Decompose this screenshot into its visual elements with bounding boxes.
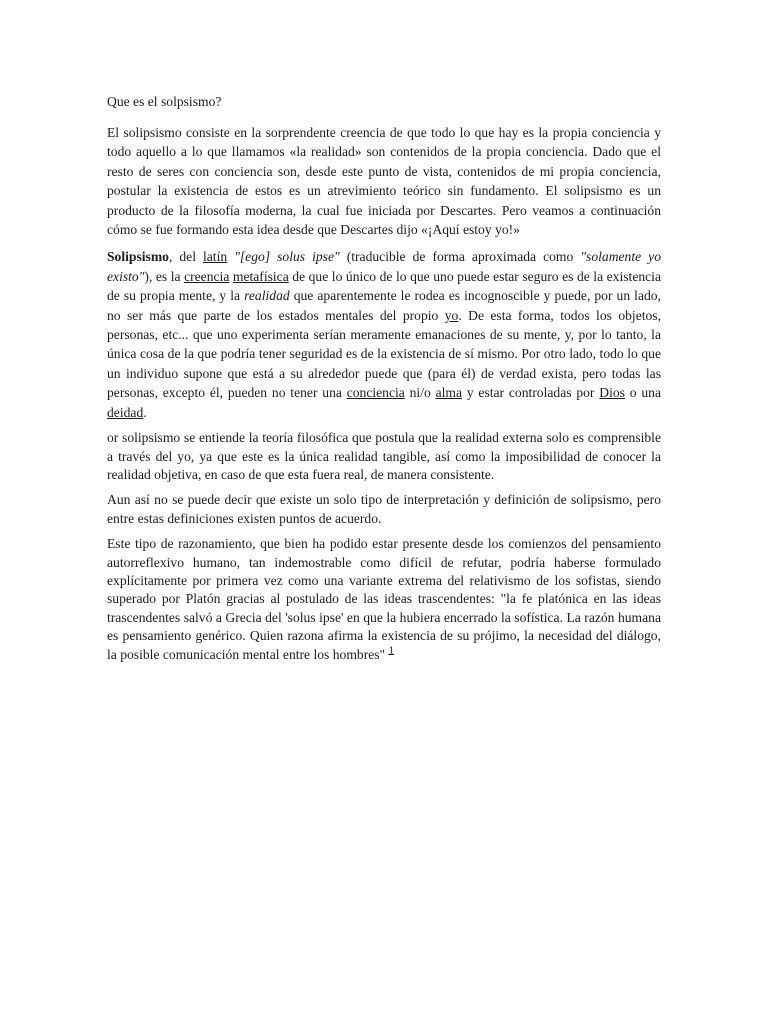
paragraph-definition	[107, 247, 661, 422]
paragraph-theory: or solipsismo se entiende la teoría filosófica que postula que la realidad externa solo es comprensible a través del yo, ya que este es la única realidad tangible, así como la imposibilidad de conocer la realidad objetiva, en caso de que esta fuera real, de manera consistente.	[107, 430, 661, 482]
term-solipsismo: Solipsismo	[107, 249, 169, 265]
footnote-link[interactable]: 1	[388, 644, 394, 657]
text-span: (traducible de forma aproximada como	[339, 249, 581, 265]
realidad-word: realidad	[244, 288, 290, 304]
document-title: Que es el solpsismo?	[107, 94, 222, 109]
text-span: que aparentemente le rodea es incognoscible y puede, por un lado, no ser más que parte de los estados mentales del propio	[107, 288, 661, 323]
link-deidad[interactable]: deidad	[107, 404, 144, 420]
text-span: de que lo único de lo que uno puede estar seguro es de la existencia de su propia mente, y la	[107, 268, 661, 304]
link-creencia[interactable]: creencia	[184, 268, 230, 284]
link-conciencia[interactable]: conciencia	[346, 385, 405, 401]
link-latin[interactable]: latín	[203, 249, 228, 265]
text-span: y estar controladas por	[462, 385, 600, 401]
link-dios[interactable]: Dios	[599, 385, 625, 401]
text-span: o una	[624, 385, 661, 401]
link-alma[interactable]: alma	[435, 385, 463, 401]
link-metafisica[interactable]: metafísica	[232, 268, 289, 284]
text-span: .	[143, 404, 147, 420]
latin-phrase: "[ego] solus ipse"	[234, 249, 340, 265]
paragraph-intro: El solipsismo consiste en la sorprendente creencia de que todo lo que hay es la propia conciencia y todo aquello a lo que llamamos «la realidad» son contenidos de la propia conciencia. Dado que el resto de seres con conciencia son, desde este punto de vista, contenidos de mi propia conciencia, postular la existencia de estos es un atrevimiento teórico sin fundamento. El solipsismo es un producto de la filosofía moderna, la cual fue iniciada por Descartes. Pero veamos a continuación cómo se fue formando esta idea desde que Descartes dijo «¡Aquí estoy yo!»	[107, 125, 661, 238]
document-page	[107, 90, 661, 671]
link-yo[interactable]: yo	[444, 307, 459, 323]
text-span: ), es la	[144, 268, 185, 284]
text-span: ni/o	[404, 385, 436, 401]
translation-phrase: "solamente yo existo"	[107, 249, 661, 284]
reasoning-text: Este tipo de razonamiento, que bien ha podido estar presente desde los comienzos del pensamiento autorreflexivo humano, tan indemostrable como difícil de refutar, podría haberse formulado explícitamente por primera vez como una variante extrema del relativismo de los sofistas, siendo superado por Platón gracias al postulado de las ideas trascendentes: "la fe platónica en las ideas trascendentes salvó a Grecia del 'solus ipse' en que la hubiera encerrado la sofística. La razón humana es pensamiento genérico. Quien razona afirma la existencia de su prójimo, la necesidad del diálogo, la posible comunicación mental entre los hombres"	[107, 536, 661, 662]
text-span: . De esta forma, todos los objetos, personas, etc... que uno experimenta serían meramente emanaciones de su mente, y, por lo tanto, la única cosa de la que podría tener seguridad es de la existencia de sí mismo. Por otro lado, todo lo que un individuo supone que está a su alrededor puede que (para él) de verdad exista, pero todas las personas, excepto él, pueden no tener una	[107, 307, 661, 401]
paragraph-interpretation: Aun así no se puede decir que existe un solo tipo de interpretación y definición de solipsismo, pero entre estas definiciones existen puntos de acuerdo.	[107, 492, 661, 526]
paragraph-reasoning	[107, 535, 661, 664]
text-span: , del	[168, 249, 203, 265]
